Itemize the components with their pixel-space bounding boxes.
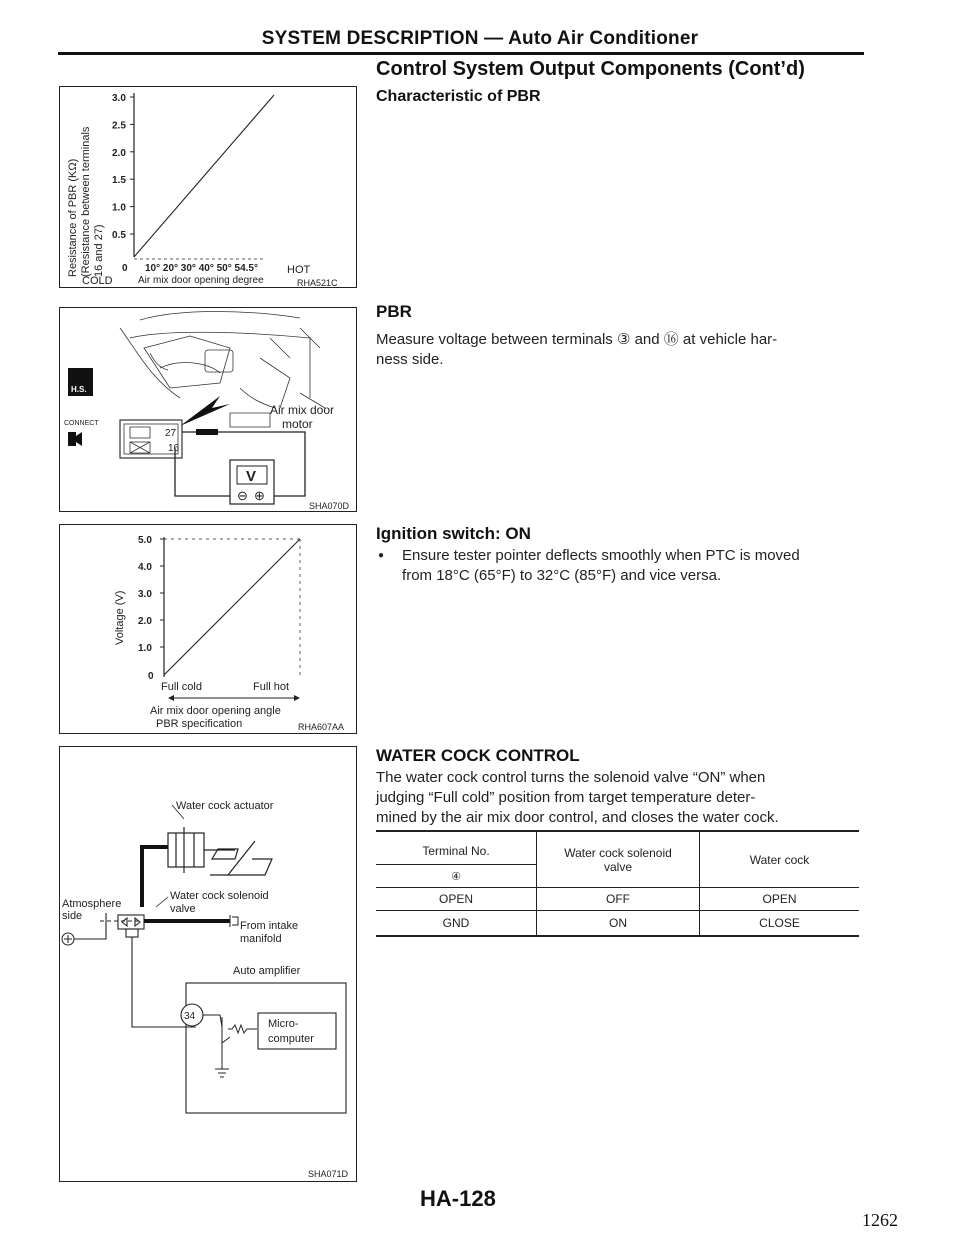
fig3-y-tick-label: 0: [148, 671, 154, 682]
fig1-x-ticks: 10° 20° 30° 40° 50° 54.5°: [145, 263, 258, 274]
table-header-row: [376, 831, 859, 865]
fig3-xlabel: Air mix door opening angle: [150, 705, 281, 717]
fig1-y-tick-label: 1.5: [112, 175, 126, 187]
fig3-y-tick-label: 5.0: [138, 535, 152, 546]
probe-tip: [196, 429, 218, 435]
solenoid-leader: [156, 897, 168, 907]
fig1-x-left: COLD: [82, 275, 113, 287]
water-cock-table-wrap: [376, 830, 859, 937]
fig1-y-tick-label: 1.0: [112, 202, 126, 214]
terminal-27: 27: [165, 428, 177, 439]
fig3-y-tick-label: 2.0: [138, 616, 152, 627]
intake-port: [230, 915, 238, 927]
plus-terminal: ⊕: [254, 488, 265, 503]
ignition-bullet-item: [378, 546, 868, 586]
atmosphere-label-1: Atmosphere: [62, 898, 122, 910]
pbr-measure-svg: [60, 308, 358, 513]
water-cock-actuator: [168, 827, 272, 875]
cell-terminal: OPEN: [376, 888, 537, 911]
cell-water-cock: CLOSE: [759, 916, 800, 930]
water-text-line-2: judging “Full cold” position from target temperature deter-: [376, 789, 756, 806]
pbr-text-line-2: ness side.: [376, 351, 444, 368]
fig3-y-ticks: [138, 535, 164, 682]
water-text-line-1: The water cock control turns the solenoid valve “ON” when: [376, 769, 766, 786]
cell-solenoid: ON: [537, 911, 700, 937]
fig1-data-line: [134, 95, 274, 257]
fig1-x-right: HOT: [287, 264, 311, 276]
header-rule: [58, 52, 864, 55]
fig1-xlabel: Air mix door opening degree: [138, 275, 264, 286]
minus-terminal: ⊖: [237, 488, 248, 503]
water-cock-text: [376, 768, 866, 828]
fig3-y-tick-label: 3.0: [138, 589, 152, 600]
ignition-text-line-1: Ensure tester pointer deflects smoothly when PTC is moved: [402, 547, 800, 564]
fig3-direction-arrow: [168, 695, 300, 701]
fig1-code: RHA521C: [297, 278, 338, 288]
motor-label-2: motor: [282, 417, 313, 431]
ignition-title: Ignition switch: ON: [376, 524, 531, 543]
micro-label-2: computer: [268, 1033, 314, 1045]
table-row: [376, 911, 859, 937]
page-code: HA-128: [420, 1186, 496, 1211]
water-cock-diagram: [59, 746, 357, 1182]
fig3-x-left: Full cold: [161, 681, 202, 693]
bullet-icon: ●: [378, 550, 385, 561]
water-cock-title: WATER COCK CONTROL: [376, 746, 580, 765]
th-terminal-number: ④: [376, 865, 537, 888]
fig3-x-right: Full hot: [253, 681, 290, 693]
pbr-resistance-chart: [59, 86, 357, 288]
fig1-y-tick-label: 0.5: [112, 230, 126, 241]
solenoid-label-1: Water cock solenoid: [170, 890, 269, 902]
th-water-cock: Water cock: [749, 852, 810, 867]
pbr-voltage-svg: [60, 525, 358, 735]
cell-solenoid: OFF: [537, 888, 700, 911]
fig3-ylabel: Voltage (V): [114, 590, 126, 645]
vacuum-hose: [142, 847, 168, 907]
table-row: [376, 888, 859, 911]
pbr-text-line-1: Measure voltage between terminals ③ and ⑯ at vehicle har-: [376, 331, 778, 348]
section-title: Control System Output Components (Cont’d): [376, 58, 805, 80]
th-solenoid: [537, 831, 700, 888]
connector-icon: [68, 432, 82, 446]
fig3-xlabel2: PBR specification: [156, 718, 243, 730]
amplifier-label: Auto amplifier: [233, 965, 301, 977]
fig3-y-tick-label: 1.0: [138, 643, 152, 654]
solenoid-label-2: valve: [170, 903, 196, 915]
fig1-x-zero: 0: [122, 263, 128, 274]
fig3-y-tick-label: 4.0: [138, 562, 152, 573]
terminal-34-label: 34: [184, 1011, 196, 1022]
fig3-data-line: [164, 539, 300, 675]
pbr-title: PBR: [376, 302, 412, 321]
terminal-16: 16: [168, 443, 180, 454]
th-terminal: [376, 831, 537, 865]
fig1-ylabel-3: 16 and 27): [93, 224, 105, 277]
solenoid-valve: [100, 915, 144, 943]
water-cock-svg: [60, 747, 358, 1183]
fig4-code: SHA071D: [308, 1169, 349, 1179]
motor-label-1: Air mix door: [270, 403, 335, 417]
th-solenoid-top: Water cock solenoid: [564, 845, 672, 860]
pointer-arrow: [180, 396, 230, 426]
th-terminal-top: Terminal No.: [422, 844, 490, 858]
intake-label-2: manifold: [240, 933, 282, 945]
water-text-line-3: mined by the air mix door control, and closes the water cock.: [376, 809, 779, 826]
connect-label: CONNECT: [64, 420, 99, 427]
cell-terminal: GND: [376, 911, 537, 937]
fig3-code: RHA607AA: [298, 722, 345, 732]
pbr-measure-diagram: [59, 307, 357, 512]
intake-label-1: From intake: [240, 920, 299, 932]
atmosphere-label-2: side: [62, 910, 83, 922]
fig1-y-ticks: [112, 93, 134, 241]
ignition-text-line-2: from 18°C (65°F) to 32°C (85°F) and vice versa.: [402, 567, 722, 584]
th-solenoid-bottom: valve: [603, 859, 632, 874]
water-cock-table: [376, 830, 859, 937]
transistor-circuit: [203, 1015, 257, 1077]
fig2-code: SHA070D: [309, 501, 350, 511]
pbr-voltage-chart: [59, 524, 357, 734]
fig1-y-tick-label: 2.0: [112, 147, 126, 159]
actuator-label: Water cock actuator: [176, 800, 274, 812]
sub-title: Characteristic of PBR: [376, 88, 541, 105]
fig1-y-tick-label: 3.0: [112, 93, 126, 104]
fig1-y-tick-label: 2.5: [112, 120, 126, 132]
fig1-ylabel-2: (Resistance between terminals: [80, 126, 92, 277]
voltmeter-label: V: [246, 468, 257, 485]
page-header: SYSTEM DESCRIPTION — Auto Air Conditioner: [261, 28, 699, 49]
pbr-resistance-svg: [60, 87, 358, 289]
page-number: 1262: [862, 1210, 898, 1230]
hs-label: H.S.: [71, 385, 87, 394]
pbr-text: [376, 330, 866, 370]
cell-water-cock: OPEN: [762, 892, 797, 906]
fig1-ylabel-1: Resistance of PBR (KΩ): [67, 158, 79, 277]
micro-label-1: Micro-: [268, 1018, 299, 1030]
